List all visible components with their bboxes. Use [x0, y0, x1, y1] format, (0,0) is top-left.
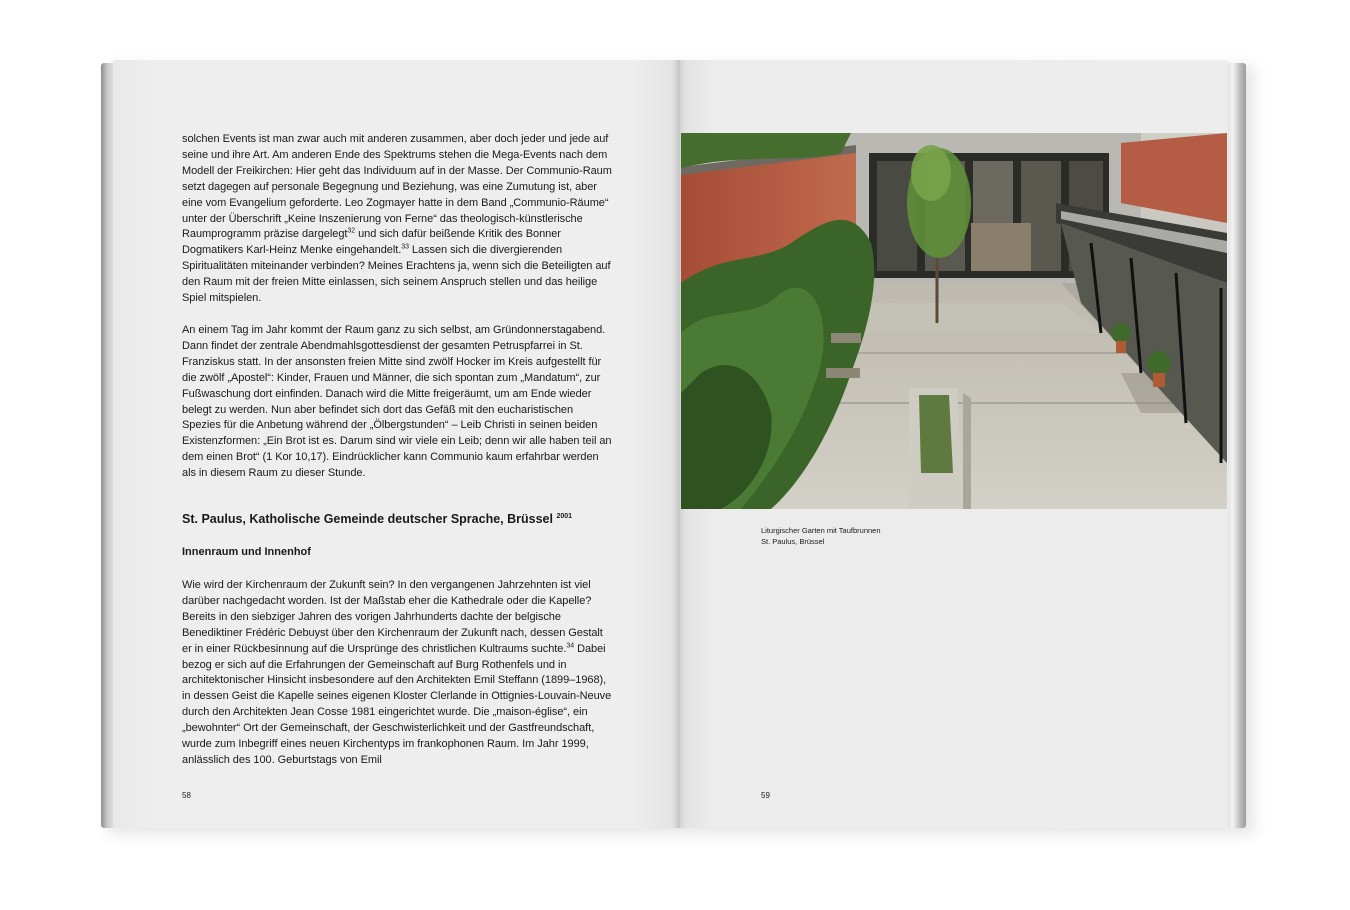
courtyard-photo [681, 133, 1227, 509]
footnote-marker: 33 [401, 243, 409, 251]
body-paragraph-1 [182, 132, 612, 307]
paragraph-text: Wie wird der Kirchenraum der Zukunft sein? In den vergangenen Jahrzehnten ist viel darüber nachgedacht worden. Ist der Maßstab eher die Kathedrale oder die Kapelle? Bereits in den siebziger Jahren des vorigen Jahrhunderts dachte der belgische Benediktiner Frédéric Debuyst über den Kirchenraum der Zukunft nach, dessen Gestalt er in einer Rückbesinnung auf die Ursprünge des christlichen Kultraums suchte. [182, 579, 603, 655]
paragraph-text: und sich dafür beißende Kritik des Bonner Dogmatikers Karl-Heinz Menke eingehandelt. [182, 228, 561, 257]
caption-line-1: Liturgischer Garten mit Taufbrunnen [761, 526, 881, 535]
paragraph-text: solchen Events ist man zwar auch mit anderen zusammen, aber doch jeder und jede auf seine und ihre Art. Am anderen Ende des Spektrums stehen die Mega-Events nach dem Modell der Freikirchen: Hier geht das Individuum auf in der Masse. Der Communio-Raum setzt dagegen auf personale Begegnung und Beziehung, was eine Zumutung ist, aber eine vom Evangelium geforderte. Leo Zogmayer hatte in dem Band „Communio-Räume“ unter der Überschrift „Keine Inszenierung von Ferne“ das theologisch-künstlerische Raumprogramm präzise dargelegt [182, 133, 612, 241]
courtyard-illustration [681, 133, 1227, 509]
section-heading [182, 512, 632, 526]
footnote-marker: 34 [566, 641, 575, 649]
paragraph-text: Dabei bezog er sich auf die Erfahrungen der Gemeinschaft auf Burg Rothenfels und in architektonischer Hinsicht insbesondere auf den Architekten Emil Steffann (1899–1968), in dessen Geist die Kapelle seines eigenen Kloster Clerlande in Ottignies-Louvain-Neuve durch den Architekten Jean Cosse 1981 eingerichtet wurde. Die „maison-église“, ein „bewohnter“ Ort der Gemeinschaft, der Geschwisterlichkeit und der Gastfreundschaft, wurde zum Inbegriff eines neuen Kirchentyps im frankophonen Raum. Im Jahr 1999, anlässlich des 100. Geburtstags von Emil [182, 642, 612, 766]
footnote-marker: 32 [347, 227, 356, 235]
subheading: Innenraum und Innenhof [182, 546, 311, 558]
page-stack-right [1226, 63, 1246, 828]
caption-line-2: St. Paulus, Brüssel [761, 537, 825, 546]
page-number-right: 59 [761, 791, 770, 800]
heading-year: 2001 [556, 512, 573, 520]
heading-text: St. Paulus, Katholische Gemeinde deutscher Sprache, Brüssel [182, 512, 553, 526]
photo-caption [761, 525, 881, 547]
body-paragraph-2: An einem Tag im Jahr kommt der Raum ganz zu sich selbst, am Gründonnerstagabend. Dann findet der zentrale Abendmahlsgottesdienst der gesamten Petruspfarrei in St. Franziskus statt. In der ansonsten freien Mitte sind zwölf Hocker im Kreis aufgestellt für die zwölf „Apostel“: Kinder, Frauen und Männer, die sich spontan zum „Mandatum“, zur Fußwaschung dort einfinden. Danach wird die Mitte freigeräumt, um am Ende wieder belegt zu werden. Nun aber befindet sich dort das Gefäß mit den eucharistischen Spezies für die Anbetung während der „Ölbergstunden“ – Leib Christi in seinen beiden Existenzformen: „Ein Brot ist es. Darum sind wir viele ein Leib; denn wir alle haben teil an dem einen Brot“ (1 Kor 10,17). Eindrücklicher kann Communio kaum erfahrbar werden als in diesem Raum zu dieser Stunde. [182, 324, 612, 480]
page-number-left: 58 [182, 791, 191, 800]
paragraph-text: Lassen sich die divergierenden Spiritualitäten miteinander verbinden? Meines Erachtens ja, wenn sich die Beteiligten auf den Raum mit der freien Mitte einlassen, sich seinem Anspruch stellen und das heilige Spiel mitspielen. [182, 244, 611, 305]
body-paragraph-3 [182, 578, 612, 769]
